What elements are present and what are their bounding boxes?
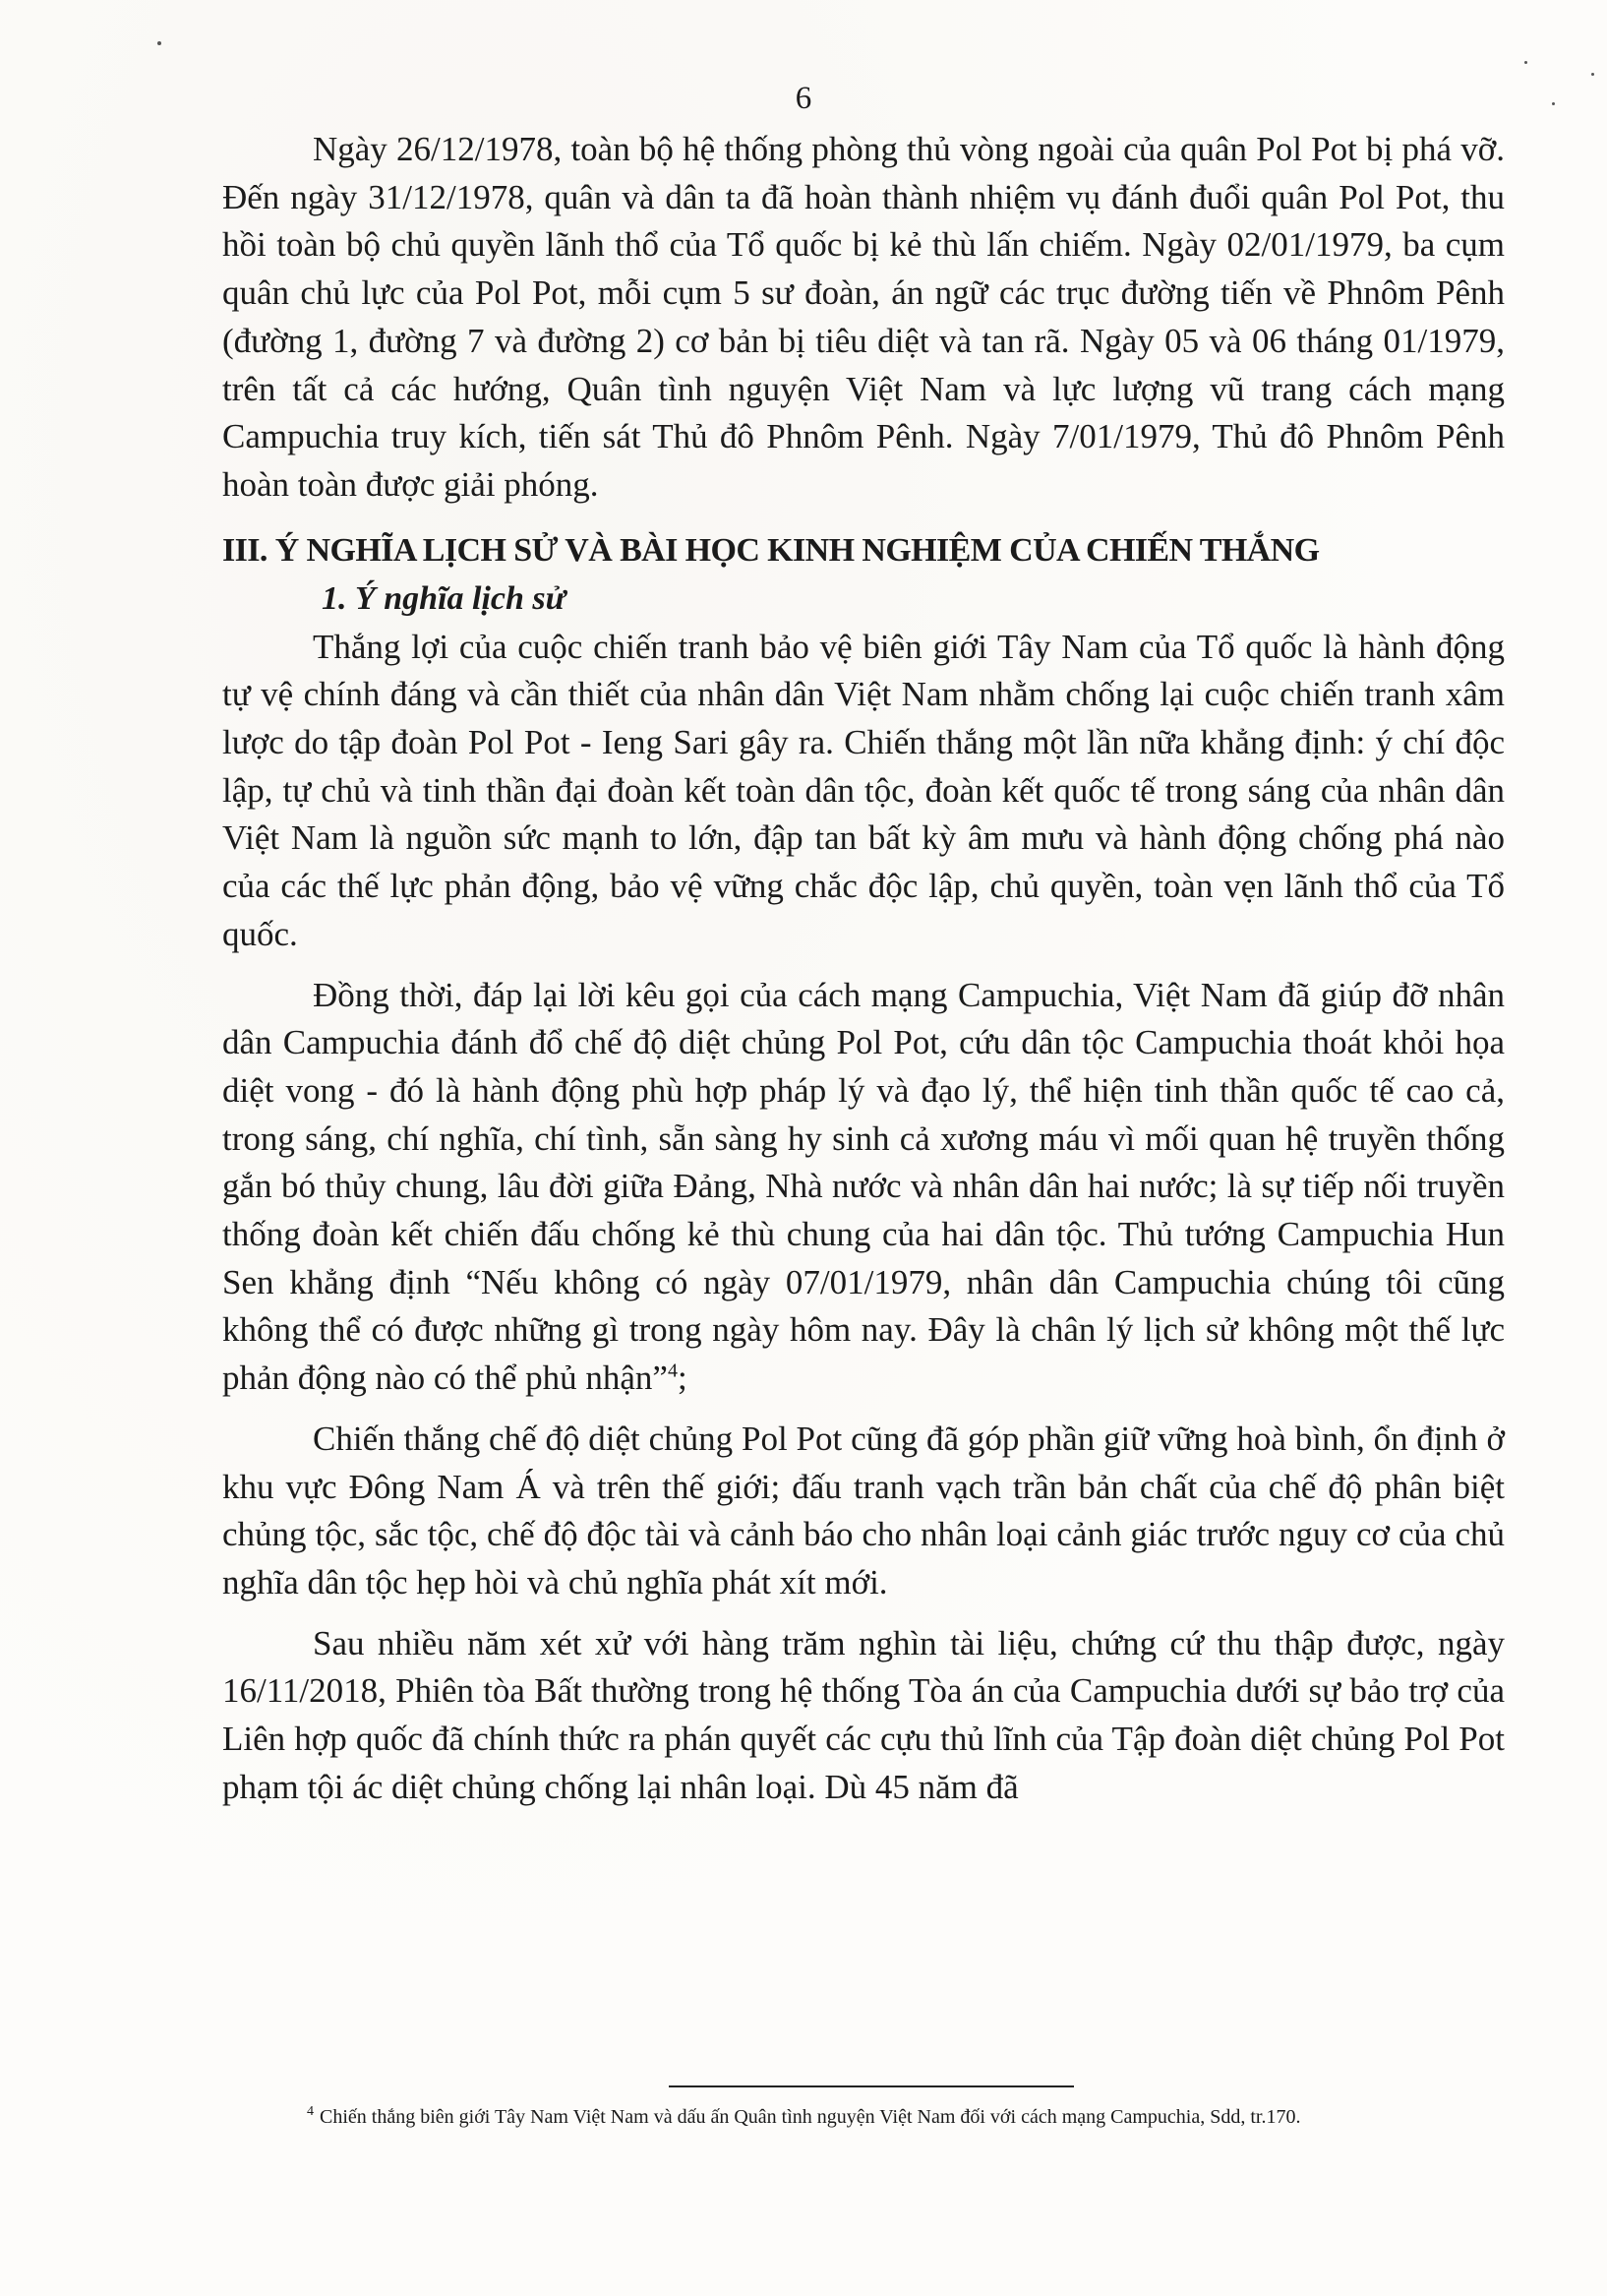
subsection-heading: 1. Ý nghĩa lịch sử [322,579,566,617]
scan-speck [1524,61,1527,64]
paragraph-intro: Ngày 26/12/1978, toàn bộ hệ thống phòng thủ vòng ngoài của quân Pol Pot bị phá vỡ. Đến ngày 31/12/1978, quân và dân ta đã hoàn thành nhiệm vụ đánh đuổi quân Pol Pot, thu hồi toàn bộ chủ quyền lãnh thổ của Tổ quốc bị kẻ thù lấn chiếm. Ngày 02/01/1979, ba cụm quân chủ lực của Pol Pot, mỗi cụm 5 sư đoàn, án ngữ các trục đường tiến về Phnôm Pênh (đường 1, đường 7 và đường 2) cơ bản bị tiêu diệt và tan rã. Ngày 05 và 06 tháng 01/1979, trên tất cả các hướng, Quân tình nguyện Việt Nam và lực lượng vũ trang cách mạng Campuchia truy kích, tiến sát Thủ đô Phnôm Pênh. Ngày 7/01/1979, Thủ đô Phnôm Pênh hoàn toàn được giải phóng. [222,130,1505,504]
footnote-reference[interactable]: 4 [667,1359,678,1382]
scan-speck [1552,102,1555,105]
section-heading: III. Ý NGHĨA LỊCH SỬ VÀ BÀI HỌC KINH NGHIỆM CỦA CHIẾN THẮNG [222,531,1320,569]
paragraph-significance-2 [222,972,1505,1403]
document-body [222,126,1505,1812]
paragraph-significance-1: Thắng lợi của cuộc chiến tranh bảo vệ biên giới Tây Nam của Tổ quốc là hành động tự vệ chính đáng và cần thiết của nhân dân Việt Nam nhằm chống lại cuộc chiến tranh xâm lược do tập đoàn Pol Pot - Ieng Sari gây ra. Chiến thắng một lần nữa khẳng định: ý chí độc lập, tự chủ và tinh thần đại đoàn kết toàn dân tộc, đoàn kết quốc tế trong sáng của nhân dân Việt Nam là nguồn sức mạnh to lớn, đập tan bất kỳ âm mưu và hành động chống phá nào của các thế lực phản động, bảo vệ vững chắc độc lập, chủ quyền, toàn vẹn lãnh thổ của Tổ quốc. [222,627,1505,953]
footnote [307,2103,1507,2131]
scan-speck [157,41,161,45]
page-number: 6 [795,81,812,116]
footnote-text: Chiến thắng biên giới Tây Nam Việt Nam và dấu ấn Quân tình nguyện Việt Nam đối với cách mạng Campuchia, Sdd, tr.170. [320,2106,1301,2128]
footnote-mark: 4 [307,2104,314,2120]
scan-speck [1591,73,1594,76]
paragraph-tail: ; [677,1359,687,1398]
paragraph-significance-3: Chiến thắng chế độ diệt chủng Pol Pot cũng đã góp phần giữ vững hoà bình, ổn định ở khu vực Đông Nam Á và trên thế giới; đấu tranh vạch trần bản chất của chế độ phân biệt chủng tộc, sắc tộc, chế độ độc tài và cảnh báo cho nhân loại cảnh giác trước nguy cơ của chủ nghĩa dân tộc hẹp hòi và chủ nghĩa phát xít mới. [222,1419,1505,1601]
paragraph-significance-4: Sau nhiều năm xét xử với hàng trăm nghìn tài liệu, chứng cứ thu thập được, ngày 16/11/2018, Phiên tòa Bất thường trong hệ thống Tòa án của Campuchia dưới sự bảo trợ của Liên hợp quốc đã chính thức ra phán quyết các cựu thủ lĩnh của Tập đoàn diệt chủng Pol Pot phạm tội ác diệt chủng chống lại nhân loại. Dù 45 năm đã [222,1623,1505,1806]
footnote-divider [669,2085,1074,2087]
paragraph-text: Đồng thời, đáp lại lời kêu gọi của cách mạng Campuchia, Việt Nam đã giúp đỡ nhân dân Campuchia đánh đổ chế độ diệt chủng Pol Pot, cứu dân tộc Campuchia thoát khỏi họa diệt vong - đó là hành động phù hợp pháp lý và đạo lý, thể hiện tinh thần quốc tế cao cả, trong sáng, chí nghĩa, chí tình, sẵn sàng hy sinh cả xương máu vì mối quan hệ truyền thống gắn bó thủy chung, lâu đời giữa Đảng, Nhà nước và nhân dân hai nước; là sự tiếp nối truyền thống đoàn kết chiến đấu chống kẻ thù chung của hai dân tộc. Thủ tướng Campuchia Hun Sen khẳng định “Nếu không có ngày 07/01/1979, nhân dân Campuchia chúng tôi cũng không thể có được những gì trong ngày hôm nay. Đây là chân lý lịch sử không một thế lực phản động nào có thể phủ nhận” [222,975,1505,1398]
